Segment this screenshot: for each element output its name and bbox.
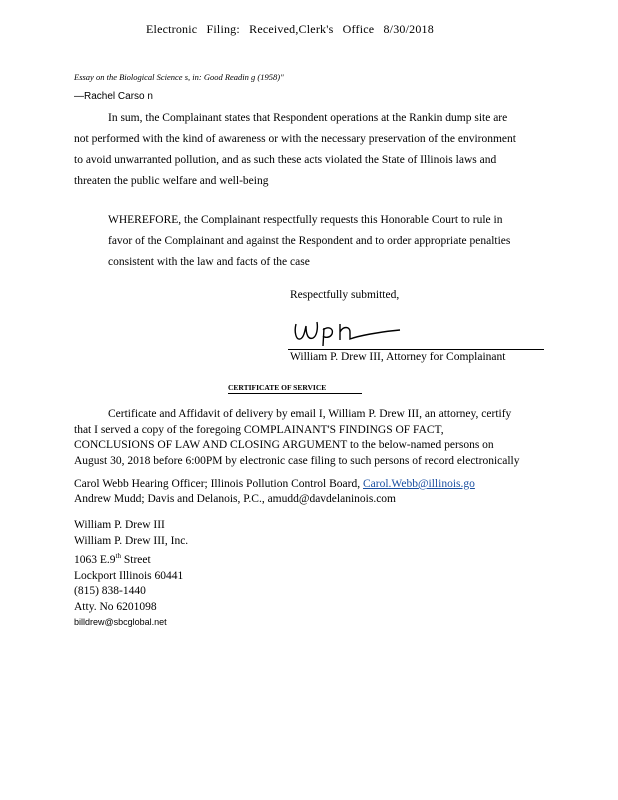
- wherefore-line: consistent with the law and facts of the case: [108, 256, 310, 268]
- certificate-paragraph: [74, 407, 594, 469]
- certificate-line: Certificate and Affidavit of delivery by email I, William P. Drew III, an attorney, certify: [108, 408, 512, 420]
- attorney-city: Lockport Illinois 60441: [74, 569, 184, 582]
- filing-header: Electronic Filing: Received,Clerk's Office 8/30/2018: [146, 22, 434, 36]
- service-list: [74, 477, 475, 507]
- summary-line: to avoid unwarranted pollution, and as such these acts violated the State of Illinois laws and: [74, 154, 497, 166]
- service-recipient: Carol Webb Hearing Officer; Illinois Pollution Control Board, Carol.Webb@illinois.go: [74, 478, 475, 490]
- attorney-firm: William P. Drew III, Inc.: [74, 534, 189, 547]
- attorney-number: Atty. No 6201098: [74, 600, 157, 613]
- wherefore-line: favor of the Complainant and against the Respondent and to order appropriate penalties: [108, 235, 511, 247]
- service-recipient: Andrew Mudd; Davis and Delanois, P.C., amudd@davdelaninois.com: [74, 493, 397, 505]
- signature-line: [288, 349, 544, 350]
- summary-line: not performed with the kind of awareness or with the necessary preservation of the environment: [74, 133, 516, 145]
- attorney-address-block: [74, 518, 188, 631]
- handwritten-signature: [288, 306, 408, 346]
- certificate-title: CERTIFICATE OF SERVICE: [228, 383, 362, 394]
- wherefore-paragraph: [74, 210, 554, 273]
- closing-salutation: Respectfully submitted,: [290, 289, 400, 301]
- summary-line: In sum, the Complainant states that Respondent operations at the Rankin dump site are: [108, 112, 508, 124]
- epigraph-author: —Rachel Carso n: [74, 91, 153, 102]
- attorney-street: 1063 E.9th Street: [74, 552, 151, 567]
- attorney-phone: (815) 838-1440: [74, 585, 146, 598]
- summary-paragraph: [74, 108, 554, 192]
- certificate-line: August 30, 2018 before 6:00PM by electronic case filing to such persons of record electronically: [74, 454, 520, 467]
- certificate-line: that I served a copy of the foregoing COMPLAINANT'S FINDINGS OF FACT,: [74, 423, 444, 436]
- summary-line: threaten the public welfare and well-being: [74, 175, 269, 187]
- recipient-email-link[interactable]: Carol.Webb@illinois.go: [362, 478, 475, 490]
- certificate-line: CONCLUSIONS OF LAW AND CLOSING ARGUMENT to the below-named persons on: [74, 439, 494, 451]
- wherefore-line: WHEREFORE, the Complainant respectfully requests this Honorable Court to rule in: [108, 214, 503, 226]
- epigraph-source: Essay on the Biological Science s, in: Good Readin g (1958)": [74, 72, 284, 82]
- attorney-name: William P. Drew III: [74, 519, 165, 531]
- attorney-email: billdrew@sbcglobal.net: [74, 617, 167, 628]
- signatory-name: William P. Drew III, Attorney for Complainant: [290, 351, 506, 363]
